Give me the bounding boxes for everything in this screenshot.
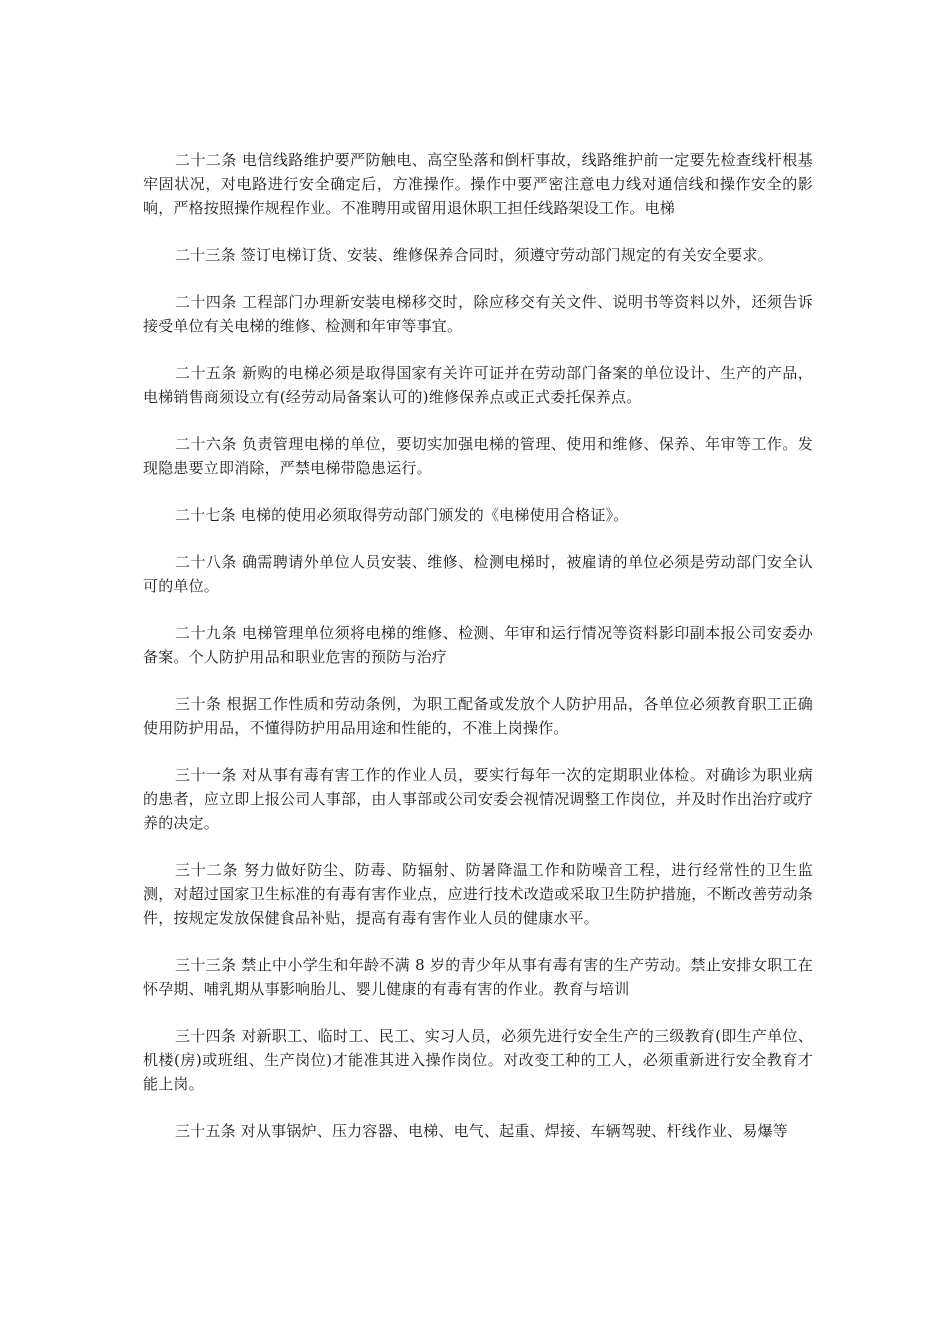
article-24-paragraph: 二十四条 工程部门办理新安装电梯移交时，除应移交有关文件、说明书等资料以外，还须告诉接受单位有关电梯的维修、检测和年审等事宜。 <box>143 293 813 335</box>
article-32-paragraph: 三十二条 努力做好防尘、防毒、防辐射、防暑降温工作和防噪音工程，进行经常性的卫生监测，对超过国家卫生标准的有毒有害作业点，应进行技术改造或采取卫生防护措施，不断改善劳动条件，按规定发放保健食品补贴，提高有毒有害作业人员的健康水平。 <box>143 861 813 927</box>
article-31-paragraph: 三十一条 对从事有毒有害工作的作业人员，要实行每年一次的定期职业体检。对确诊为职业病的患者，应立即上报公司人事部，由人事部或公司安委会视情况调整工作岗位，并及时作出治疗或疗养的决定。 <box>143 766 813 832</box>
article-28-paragraph: 二十八条 确需聘请外单位人员安装、维修、检测电梯时，被雇请的单位必须是劳动部门安全认可的单位。 <box>143 553 813 595</box>
article-30-paragraph: 三十条 根据工作性质和劳动条例，为职工配备或发放个人防护用品，各单位必须教育职工正确使用防护用品，不懂得防护用品用途和性能的，不准上岗操作。 <box>143 695 813 737</box>
article-29-paragraph: 二十九条 电梯管理单位须将电梯的维修、检测、年审和运行情况等资料影印副本报公司安委办备案。个人防护用品和职业危害的预防与治疗 <box>143 624 813 666</box>
article-35-paragraph: 三十五条 对从事锅炉、压力容器、电梯、电气、起重、焊接、车辆驾驶、杆线作业、易爆等 <box>175 1122 788 1140</box>
article-26-paragraph: 二十六条 负责管理电梯的单位，要切实加强电梯的管理、使用和维修、保养、年审等工作。发现隐患要立即消除，严禁电梯带隐患运行。 <box>143 435 813 477</box>
article-33-paragraph: 三十三条 禁止中小学生和年龄不满 8 岁的青少年从事有毒有害的生产劳动。禁止安排女职工在怀孕期、哺乳期从事影响胎儿、婴儿健康的有毒有害的作业。教育与培训 <box>143 956 813 998</box>
document-body <box>143 148 813 1166</box>
article-34-paragraph: 三十四条 对新职工、临时工、民工、实习人员，必须先进行安全生产的三级教育(即生产单位、机楼(房)或班组、生产岗位)才能准其进入操作岗位。对改变工种的工人，必须重新进行安全教育才能上岗。 <box>143 1027 813 1093</box>
article-22-paragraph: 二十二条 电信线路维护要严防触电、高空坠落和倒杆事故，线路维护前一定要先检查线杆根基牢固状况，对电路进行安全确定后，方准操作。操作中要严密注意电力线对通信线和操作安全的影响，严格按照操作规程作业。不准聘用或留用退休职工担任线路架设工作。电梯 <box>143 151 813 217</box>
article-23-paragraph: 二十三条 签订电梯订货、安装、维修保养合同时，须遵守劳动部门规定的有关安全要求。 <box>175 246 773 264</box>
article-27-paragraph: 二十七条 电梯的使用必须取得劳动部门颁发的《电梯使用合格证》。 <box>175 506 629 524</box>
article-25-paragraph: 二十五条 新购的电梯必须是取得国家有关许可证并在劳动部门备案的单位设计、生产的产品，电梯销售商须设立有(经劳动局备案认可的)维修保养点或正式委托保养点。 <box>143 364 813 406</box>
